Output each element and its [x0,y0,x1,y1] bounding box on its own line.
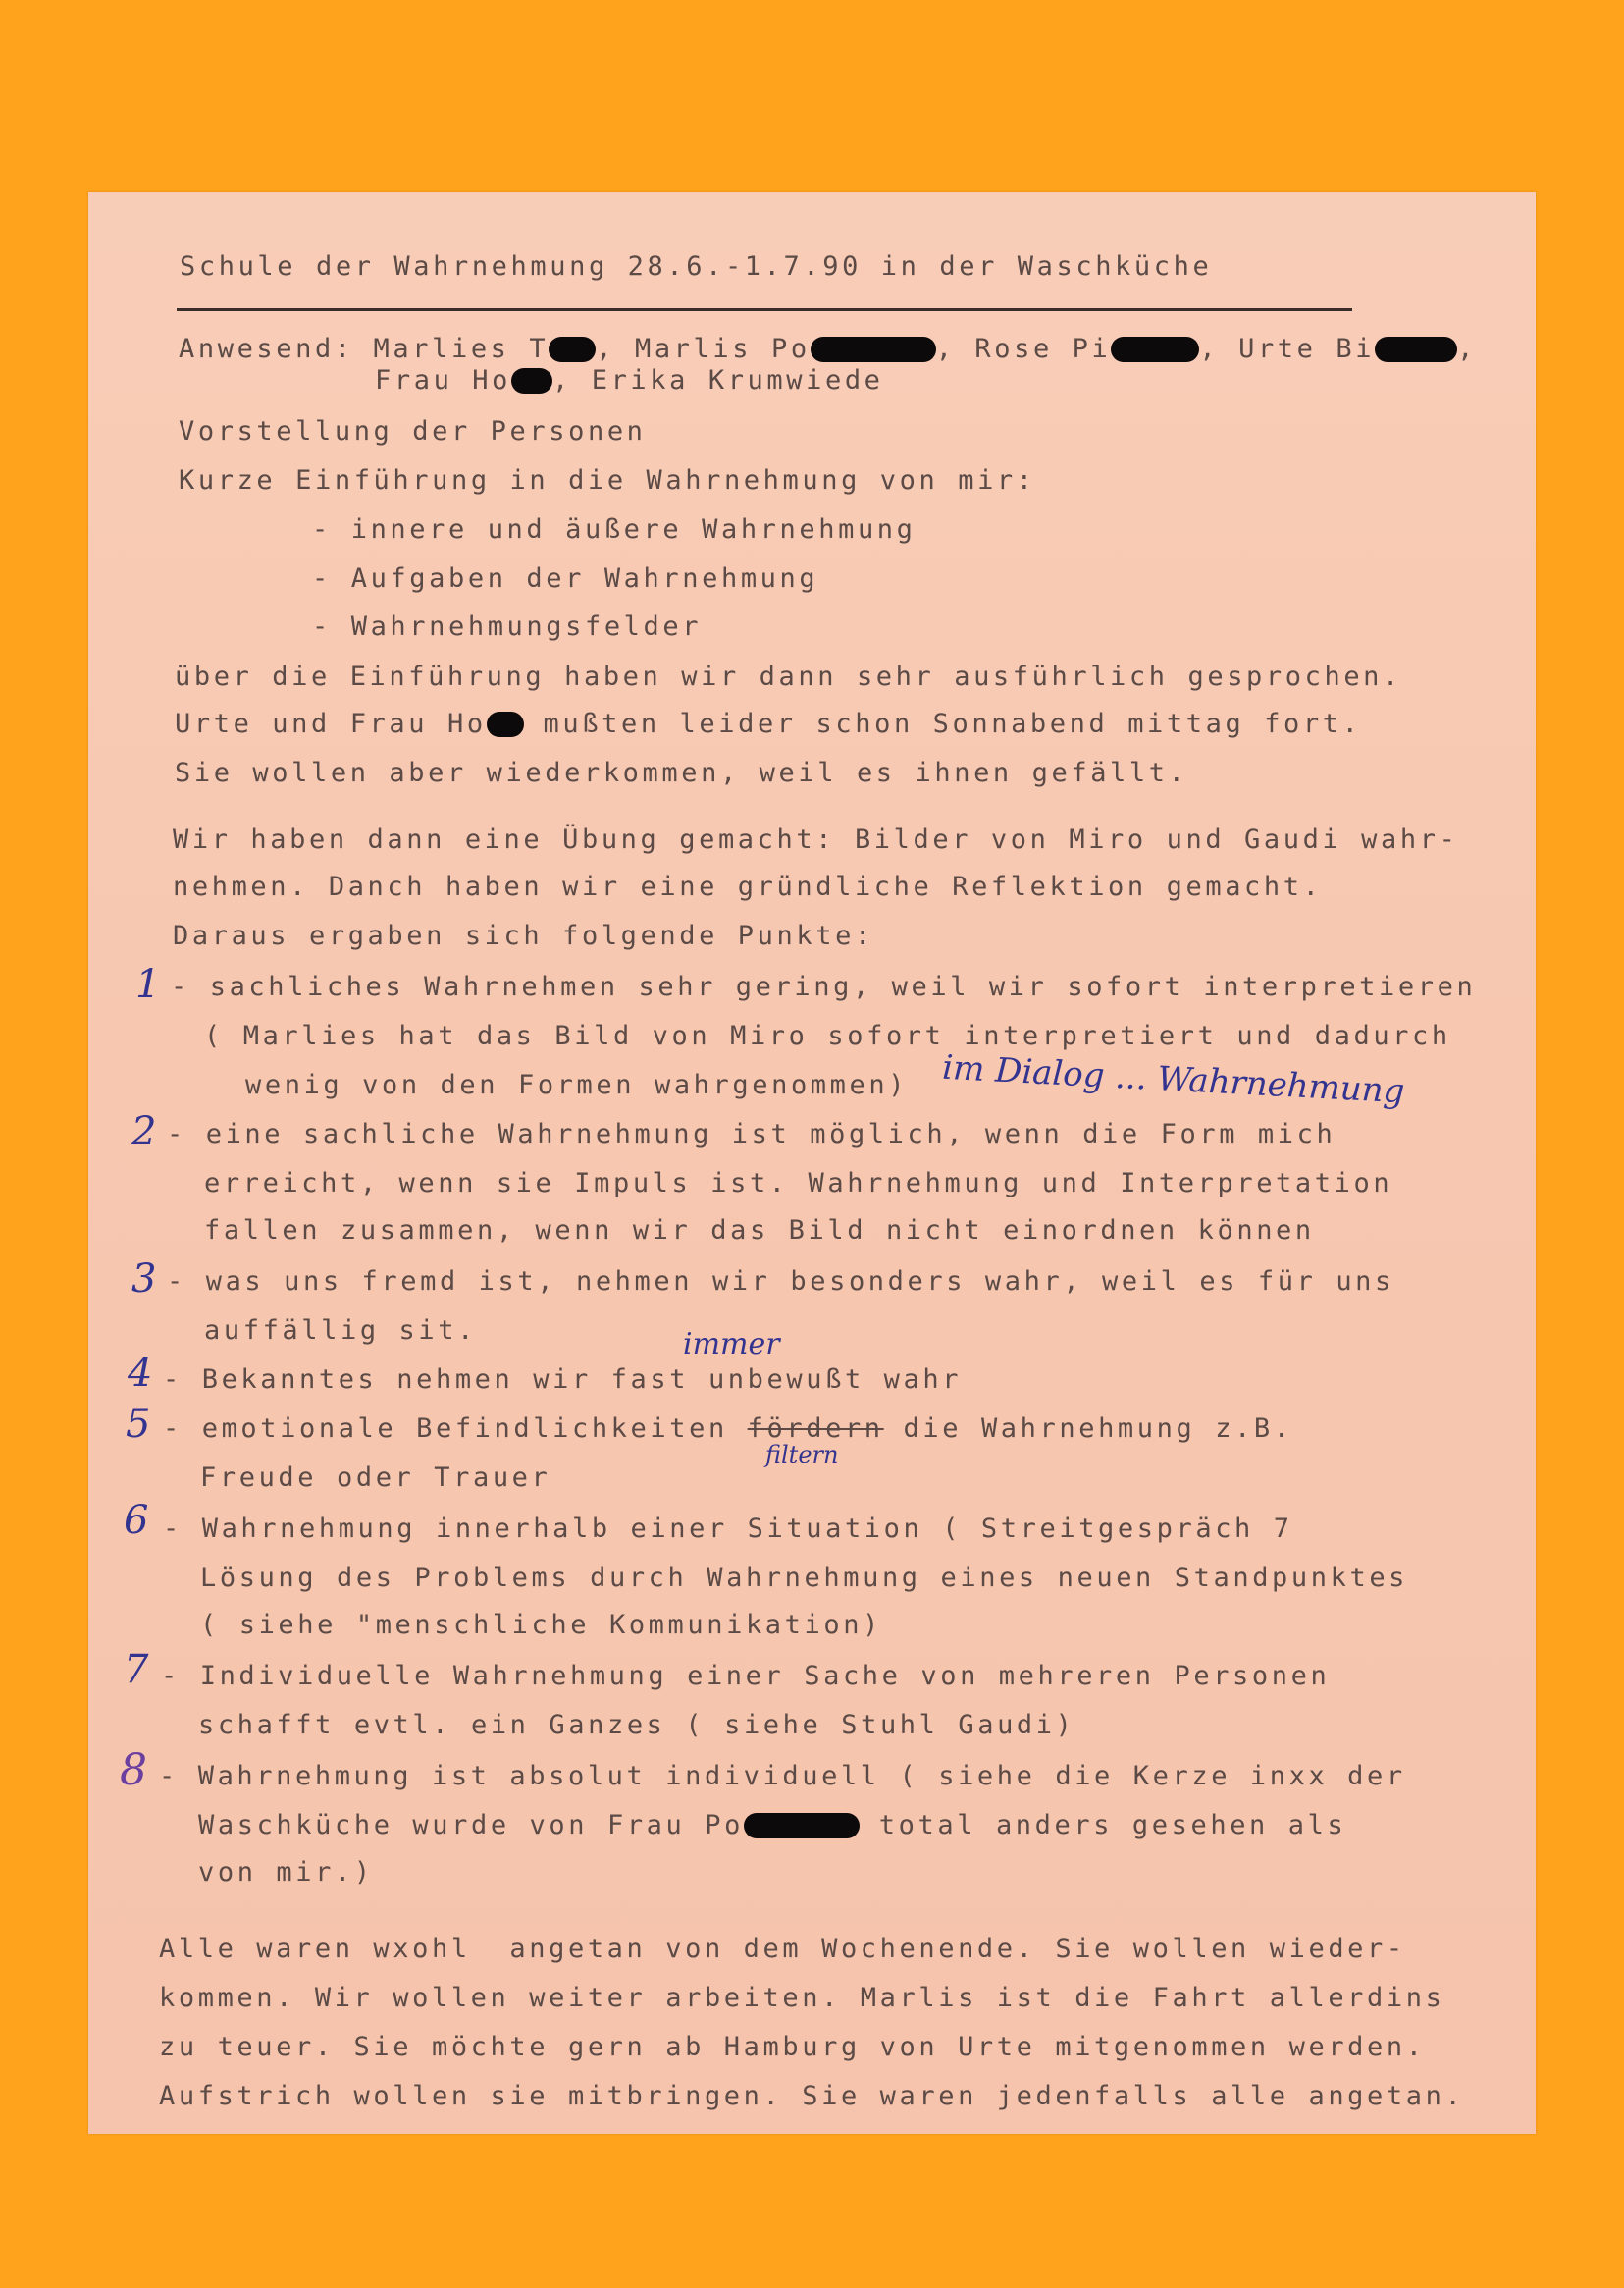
handwritten-number: 4 [128,1351,153,1396]
point-text: - Wahrnehmung innerhalb einer Situation ( Streitgespräch 7 [163,1514,1293,1544]
point-text-part: - emotionale Befindlichkeiten [163,1413,748,1444]
attendees-text: , Marlis Po [596,334,811,364]
handwritten-number: 7 [124,1647,149,1692]
handwritten-number: 2 [131,1109,157,1154]
attendees-text: , [1457,334,1477,364]
point-text-part: die Wahrnehmung z.B. [883,1413,1293,1444]
paper-sheet [88,192,1536,2134]
document-title: Schule der Wahrnehmung 28.6.-1.7.90 in der Waschküche [180,251,1213,282]
attendees-text: , Urte Bi [1199,334,1376,364]
point-text: wenig von den Formen wahrgenommen) [245,1070,909,1100]
closing-text: kommen. Wir wollen weiter arbeiten. Marlis ist die Fahrt allerdins [159,1983,1445,2013]
title-underline [177,308,1352,311]
point-text: Freude oder Trauer [200,1463,551,1493]
exercise-text: Daraus ergaben sich folgende Punkte: [173,921,874,951]
intro-text-part: mußten leider schon Sonnabend mittag fort. [523,709,1362,739]
point-text: ( siehe "menschliche Kommunikation) [200,1610,882,1640]
point-text: - was uns fremd ist, nehmen wir besonders wahr, weil es für uns [167,1266,1394,1297]
handwritten-annotation: filtern [765,1441,839,1468]
redaction-block [811,337,936,362]
exercise-text: Wir haben dann eine Übung gemacht: Bilder von Miro und Gaudi wahr- [173,825,1459,855]
point-text [198,1810,1346,1840]
redaction-block [744,1813,860,1838]
handwritten-annotation: immer [683,1327,780,1361]
point-text: schafft evtl. ein Ganzes ( siehe Stuhl Gaudi) [198,1710,1075,1740]
redaction-block [549,337,596,362]
attendees-line-2 [375,365,884,396]
struck-word: fördern [747,1413,884,1444]
point-text: erreicht, wenn sie Impuls ist. Wahrnehmung und Interpretation [204,1168,1393,1198]
attendees-text: , Erika Krumwiede [552,365,884,396]
redaction-block [1375,337,1457,362]
point-text-part: Waschküche wurde von Frau Po [198,1810,744,1840]
attendees-text: Anwesend: Marlies T [179,334,550,364]
intro-text [175,709,1361,739]
redaction-block [511,368,552,394]
intro-bullet: - innere und äußere Wahrnehmung [312,514,917,545]
closing-text: zu teuer. Sie möchte gern ab Hamburg von Urte mitgenommen werden. [159,2032,1426,2062]
handwritten-number: 1 [135,962,161,1007]
handwritten-number: 5 [126,1402,151,1447]
intro-persons: Vorstellung der Personen [179,416,647,447]
point-text-part: total anders gesehen als [859,1810,1347,1840]
closing-text: Alle waren wxohl angetan von dem Wochenende. Sie wollen wieder- [159,1934,1406,1964]
point-text: Lösung des Problems durch Wahrnehmung eines neuen Standpunktes [200,1563,1409,1593]
handwritten-number: 6 [124,1498,149,1543]
point-text: fallen zusammen, wenn wir das Bild nicht einordnen können [204,1215,1315,1246]
attendees-text: Frau Ho [375,365,511,396]
handwritten-annotation: im Dialog ... Wahrnehmung [941,1047,1406,1112]
point-text: - Wahrnehmung ist absolut individuell ( siehe die Kerze inxx der [159,1761,1406,1791]
point-text [163,1413,1293,1444]
intro-heading: Kurze Einführung in die Wahrnehmung von mir: [179,465,1036,496]
exercise-text: nehmen. Danch haben wir eine gründliche Reflektion gemacht. [173,872,1323,902]
point-text: - sachliches Wahrnehmen sehr gering, weil wir sofort interpretieren [171,972,1477,1002]
attendees-line-1 [179,334,1477,364]
intro-bullet: - Aufgaben der Wahrnehmung [312,563,819,594]
closing-text: Aufstrich wollen sie mitbringen. Sie waren jedenfalls alle angetan. [159,2081,1465,2111]
intro-bullet: - Wahrnehmungsfelder [312,612,703,642]
intro-text: Sie wollen aber wiederkommen, weil es ihnen gefällt. [175,758,1188,788]
redaction-block [487,712,524,737]
point-text: - eine sachliche Wahrnehmung ist möglich, wenn die Form mich [167,1119,1336,1149]
handwritten-number: 3 [131,1256,157,1302]
point-text: auffällig sit. [204,1315,477,1346]
redaction-block [1111,337,1199,362]
handwritten-number: 8 [120,1745,147,1795]
point-text: von mir.) [198,1857,374,1888]
attendees-text: , Rose Pi [935,334,1112,364]
intro-text-part: Urte und Frau Ho [175,709,487,739]
intro-text: über die Einführung haben wir dann sehr ausführlich gesprochen. [175,662,1402,692]
point-text: - Bekanntes nehmen wir fast unbewußt wahr [163,1364,963,1395]
point-text: - Individuelle Wahrnehmung einer Sache von mehreren Personen [161,1661,1331,1691]
point-text: ( Marlies hat das Bild von Miro sofort interpretiert und dadurch [204,1021,1451,1051]
